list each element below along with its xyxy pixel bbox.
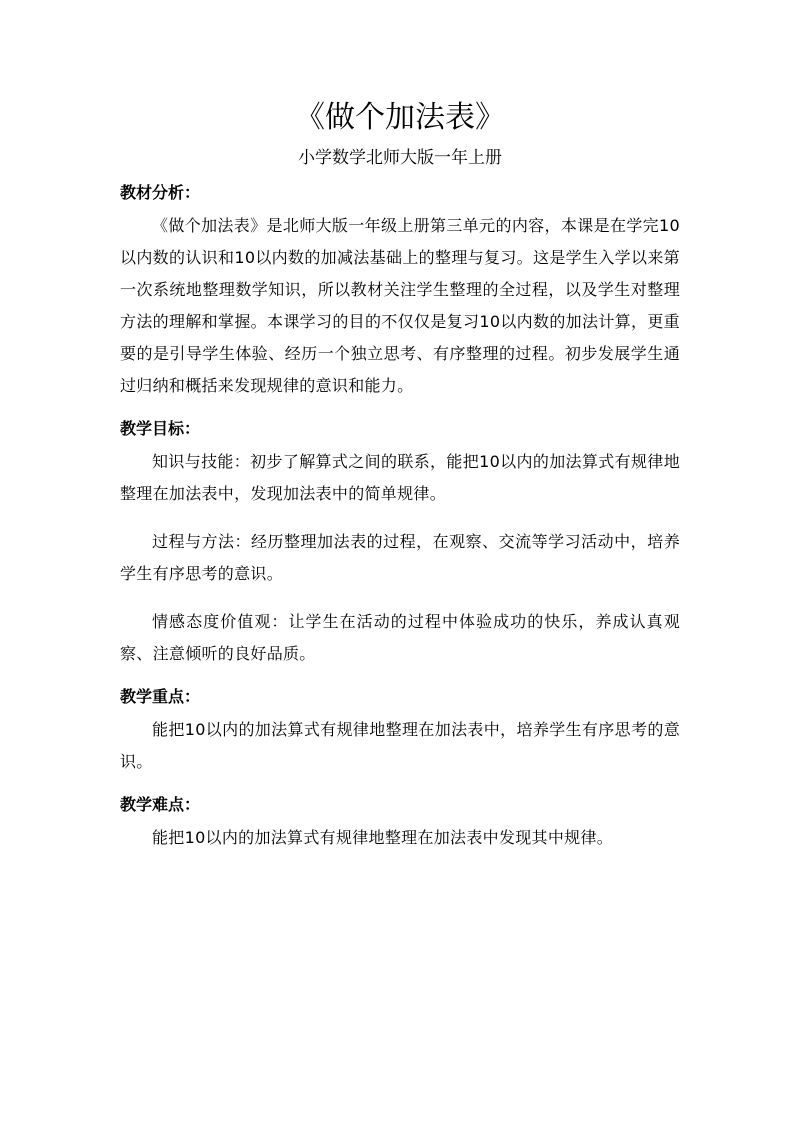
section-heading: 教学重点： — [120, 687, 201, 706]
section-paragraph: 过程与方法：经历整理加法表的过程，在观察、交流等学习活动中，培养学生有序思考的意识。 — [120, 532, 680, 583]
section-textbook-analysis — [120, 182, 680, 402]
section-paragraph: 情感态度价值观：让学生在活动的过程中体验成功的快乐，养成认真观察、注意倾听的良好品质。 — [120, 612, 680, 663]
section-difficult-points — [120, 794, 680, 854]
document-title: 《做个加法表》 — [295, 100, 505, 135]
section-paragraph: 能把10以内的加法算式有规律地整理在加法表中发现其中规律。 — [152, 828, 614, 847]
section-heading: 教学目标： — [120, 419, 201, 438]
document-page — [120, 100, 680, 870]
document-subtitle: 小学数学北师大版一年上册 — [298, 148, 502, 168]
section-paragraph: 知识与技能：初步了解算式之间的联系，能把10以内的加法算式有规律地整理在加法表中，发现加法表中的简单规律。 — [120, 452, 680, 503]
section-paragraph: 能把10以内的加法算式有规律地整理在加法表中，培养学生有序思考的意识。 — [120, 720, 680, 771]
section-teaching-goals — [120, 418, 680, 670]
section-heading: 教学难点： — [120, 795, 201, 814]
section-paragraph: 《做个加法表》是北师大版一年级上册第三单元的内容，本课是在学完10以内数的认识和10以内数的加减法基础上的整理与复习。这是学生入学以来第一次系统地整理数学知识，所以教材关注学生整理的全过程，以及学生对整理方法的理解和掌握。本课学习的目的不仅仅是复习10以内数的加法计算，更重要的是引导学生体验、经历一个独立思考、有序整理的过程。初步发展学生通过归纳和概括来发现规律的意识和能力。 — [120, 216, 680, 395]
section-heading: 教材分析： — [120, 183, 201, 202]
section-key-points — [120, 686, 680, 778]
